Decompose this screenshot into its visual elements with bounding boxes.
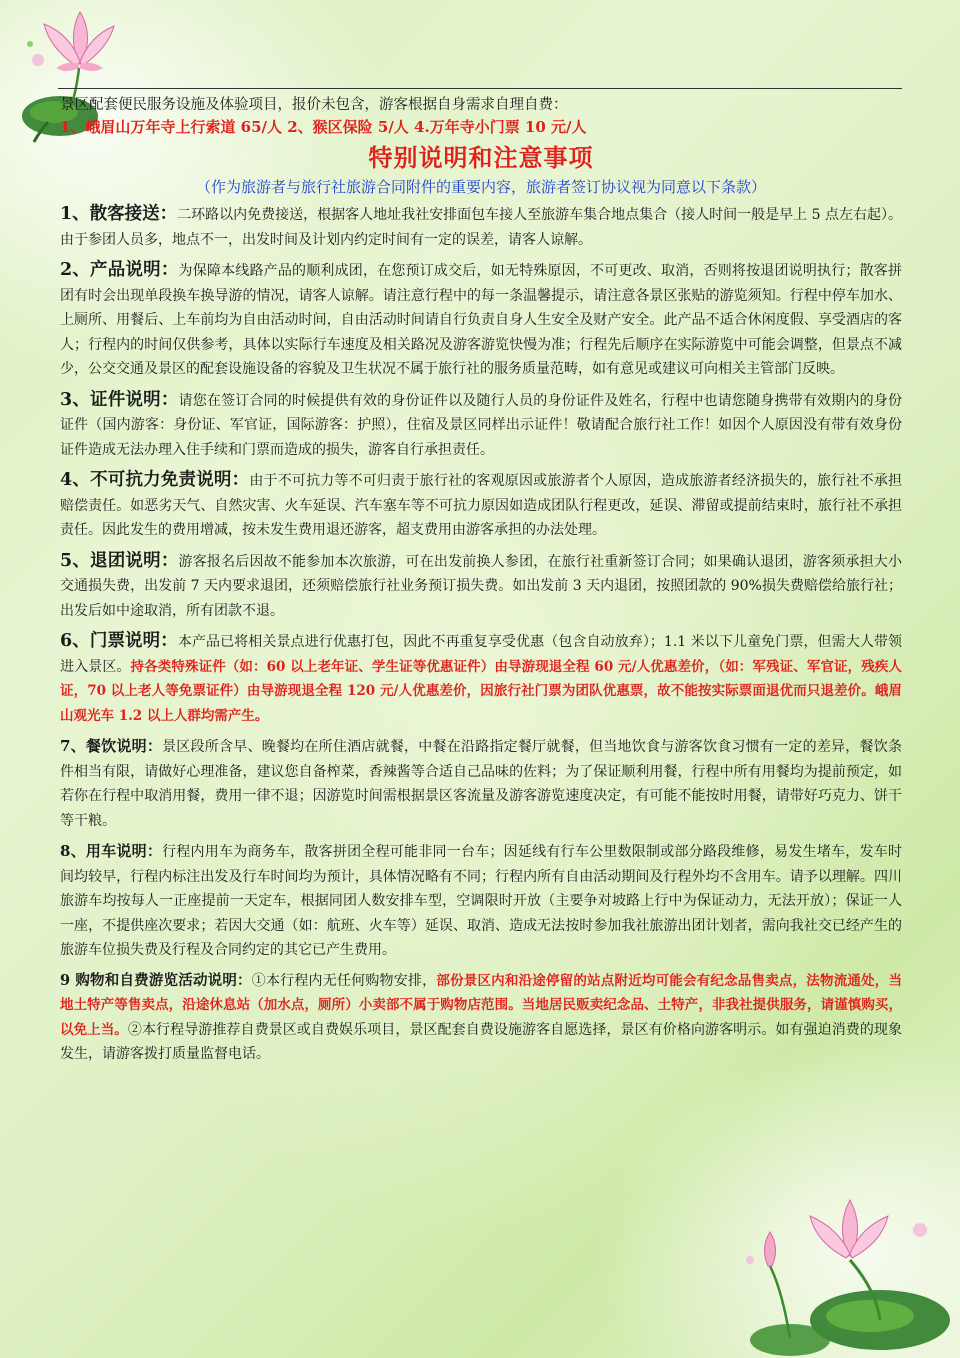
section-cancellation-text: 游客报名后因故不能参加本次旅游，可在出发前换人参团，在旅行社重新签订合同；如果确认退团，游客须承担大小交通损失费，出发前 7 天内要求退团，还须赔偿旅行社业务预订损失费。如出发前 3 天内退团，按照团款的 90%损失费赔偿给旅行社；出发后如中途取消，所有团款不退。: [60, 553, 902, 619]
section-pickup-heading: 1、散客接送：: [60, 204, 178, 224]
section-tickets: [60, 629, 902, 728]
section-meals-heading: 7、餐饮说明：: [60, 737, 163, 755]
section-product-text: 为保障本线路产品的顺利成团，在您预订成交后，如无特殊原因，不可更改、取消，否则将按退团说明执行；散客拼团有时会出现单段换车换导游的情况，请客人谅解。请注意行程中的每一条温馨提示，请注意各景区张贴的游览须知。行程中停车加水、上厕所、用餐后、上车前均为自由活动时间，自由活动时间请自行负责自身人生安全及财产安全。此产品不适合休闲度假、享受酒店的客人；行程内的时间仅供参考，具体以实际行车速度及相关路况及游客游览快慢为准；行程先后顺序在实际游览中可能会调整，但景点不减少，公交交通及景区的配套设施设备的容貌及卫生状况不属于旅行社的服务质量范畴，如有意见或建议可向相关主管部门反映。: [60, 263, 902, 377]
document-body: [60, 94, 902, 1073]
section-vehicles-heading: 8、用车说明：: [60, 842, 163, 860]
section-vehicles-text: 行程内用车为商务车，散客拼团全程可能非同一台车；因延线有行车公里数限制或部分路段维修，易发生堵车，发车时间均较早，行程内标注出发及行车时间均为预计，具体情况略有不同；行程内所有自由活动期间及行程外均不含用车。请予以理解。四川旅游车均按每人一正座提前一天定车，根据同团人数安排车型，空调限时开放（主要争对坡路上行中为保证动力，无法开放）；保证一人一座，不提供座次要求；若因大交通（如：航班、火车等）延误、取消、造成无法按时参加我社旅游出团计划者，需向我社交已经产生的旅游车位损失费及行程及合同约定的其它已产生费用。: [60, 844, 902, 958]
section-documents-text: 请您在签订合同的时候提供有效的身份证件以及随行人员的身份证件及姓名，行程中也请您随身携带有效期内的身份证件（国内游客：身份证、军官证，国际游客：护照），住宿及景区同样出示证件！敬请配合旅行社工作！如因个人原因没有带有效身份证件造成无法办理入住手续和门票而造成的损失，游客自行承担责任。: [60, 392, 902, 458]
header-note: 景区配套便民服务设施及体验项目，报价未包含，游客根据自身需求自理自费：: [60, 97, 568, 113]
section-tickets-heading: 6、门票说明：: [60, 631, 178, 651]
section-force-majeure: [60, 468, 902, 543]
section-tickets-highlight: 持各类特殊证件（如：60 以上老年证、学生证等优惠证件）由导游现退全程 60 元/人优惠差价，（如：军残证、军官证，残疾人证，70 以上老人等免票证件）由导游现退全程 120 元/人优惠差价，因旅行社门票为团队优惠票，故不能按实际票面退优而只退差价。峨眉山观光车 1.2 以上人群均需产生。: [60, 658, 902, 724]
section-shopping-highlight: 部份景区内和沿途停留的站点附近均可能会有纪念品售卖点，法物流通处，当地土特产等售卖点，沿途休息站（加水点，厕所）小卖部不属于购物店范围。当地居民贩卖纪念品、土特产，非我社提供服务，请谨慎购买，以免上当。: [60, 972, 903, 1038]
section-tickets-text: 本产品已将相关景点进行优惠打包，因此不再重复享受优惠（包含自动放弃）；1.1 米以下儿童免门票，但需大人带领进入景区。: [60, 634, 902, 675]
section-vehicles: [60, 839, 902, 963]
section-shopping-heading: 9 购物和自费游览活动说明：: [60, 971, 252, 989]
section-documents: [60, 388, 902, 463]
section-force-majeure-text: 由于不可抗力等不可归责于旅行社的客观原因或旅游者个人原因，造成旅游者经济损失的，旅行社不承担赔偿责任。如恶劣天气、自然灾害、火车延误、汽车塞车等不可抗力原因如造成团队行程更改，延误、滞留或提前结束时，旅行社不承担责任。因此发生的费用增减，按未发生费用退还游客，超支费用由游客承担的办法处理。: [60, 473, 902, 538]
section-meals: [60, 734, 902, 833]
header-rule: [58, 88, 902, 89]
section-force-majeure-heading: 4、不可抗力免责说明：: [60, 470, 250, 490]
section-product: [60, 258, 902, 382]
section-shopping-text-1: ①本行程内无任何购物安排，: [251, 972, 437, 989]
lotus-decoration-bottom-right-icon: [730, 1170, 955, 1358]
section-documents-heading: 3、证件说明：: [60, 389, 179, 410]
section-cancellation-heading: 5、退团说明：: [60, 550, 179, 571]
section-product-heading: 2、产品说明：: [60, 260, 179, 280]
section-pickup-text: 二环路以内免费接送，根据客人地址我社安排面包车接人至旅游车集合地点集合（接人时间一般是早上 5 点左右起）。由于参团人员多，地点不一，出发时间及计划内约定时间有一定的误差，请客人谅解。: [60, 207, 902, 248]
header-prices: 1、峨眉山万年寺上行索道 65/人 2、猴区保险 5/人 4.万年寺小门票 10 元/人: [60, 118, 587, 136]
page-subtitle: （作为旅游者与旅行社旅游合同附件的重要内容，旅游者签订协议视为同意以下条款）: [195, 178, 766, 196]
page-title: 特别说明和注意事项: [368, 143, 594, 172]
section-meals-text: 景区段所含早、晚餐均在所住酒店就餐，中餐在沿路指定餐厅就餐，但当地饮食与游客饮食习惯有一定的差异，餐饮条件相当有限，请做好心理准备，建议您自备榨菜，香辣酱等合适自己品味的佐料；为了保证顺利用餐，行程中所有用餐均为提前预定，如若你在行程中取消用餐，费用一律不退；因游览时间需根据景区客流量及游客游览速度决定，有可能不能按时用餐，请带好巧克力、饼干等干粮。: [60, 739, 902, 829]
section-pickup: [60, 202, 902, 252]
section-shopping-text-2: ②本行程导游推荐自费景区或自费娱乐项目，景区配套自费设施游客自愿选择，景区有价格向游客明示。如有强迫消费的现象发生，请游客拨打质量监督电话。: [60, 1021, 903, 1062]
section-shopping: [60, 969, 902, 1067]
section-cancellation: [60, 549, 902, 624]
